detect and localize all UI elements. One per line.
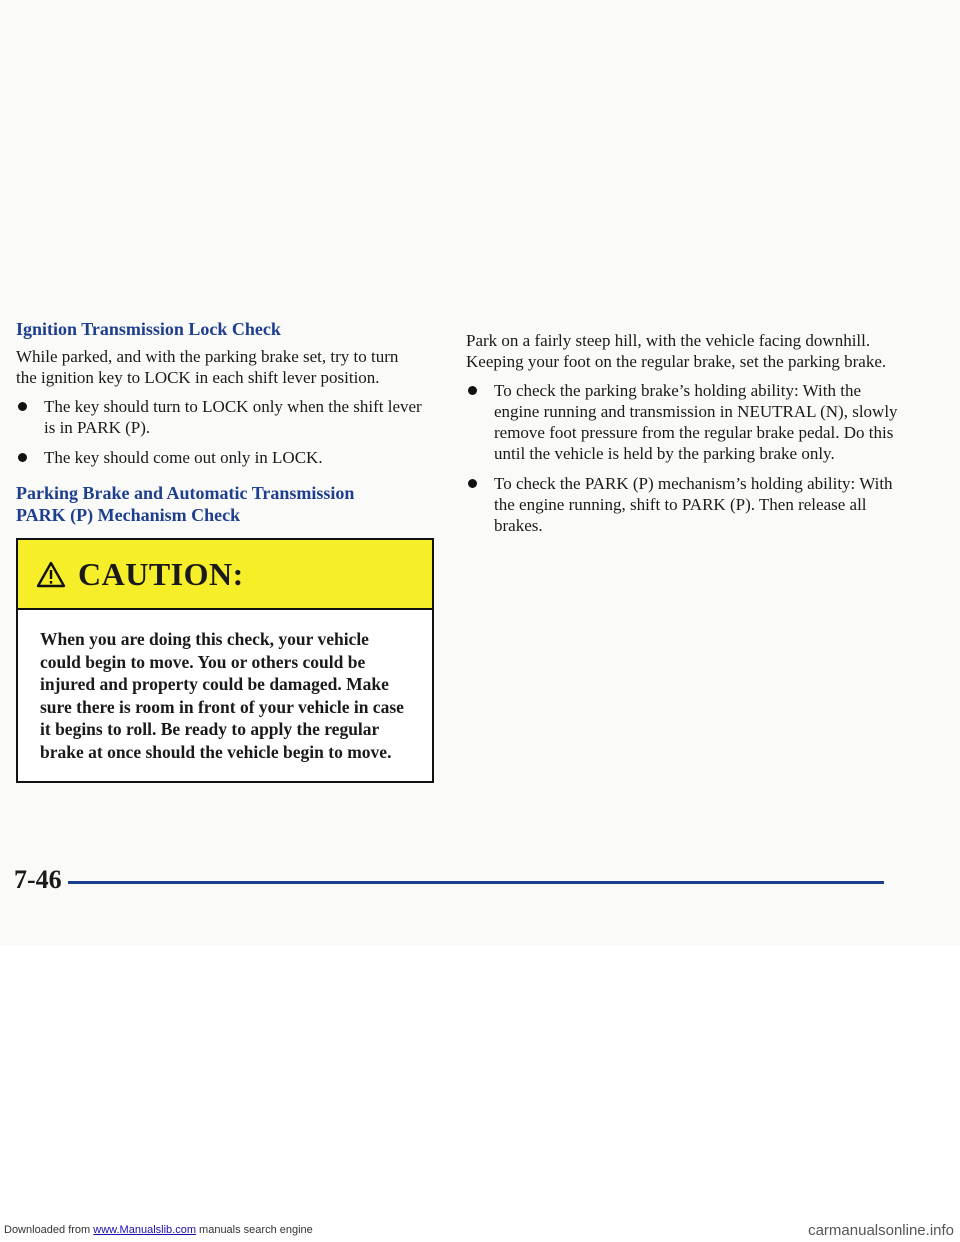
download-watermark: Downloaded from www.Manualslib.com manuals search engine carmanualsonline.info — [4, 1222, 954, 1239]
list-item: To check the parking brake’s holding ability: With the engine running and transmission in NEUTRAL (N), slowly remove foot pressure from the regular brake pedal. Do this until the vehicle is held by the parking brake only. — [466, 380, 906, 464]
list-item: To check the PARK (P) mechanism’s holding ability: With the engine running, shift to PARK (P). Then release all brakes. — [466, 473, 906, 536]
warning-triangle-icon — [36, 561, 66, 588]
caution-header — [18, 540, 432, 610]
caution-title: CAUTION: — [78, 555, 244, 592]
right-column — [466, 330, 906, 548]
bullet-icon — [18, 453, 27, 462]
footer-rule — [68, 881, 884, 884]
bullet-icon — [468, 479, 477, 488]
section-heading-park-check: Parking Brake and Automatic Transmission PARK (P) Mechanism Check — [16, 483, 355, 525]
page-number: 7-46 — [14, 865, 62, 894]
ignition-lock-intro: While parked, and with the parking brake set, try to turn the ignition key to LOCK in each shift lever position. — [16, 347, 399, 387]
section-heading-ignition-lock: Ignition Transmission Lock Check — [16, 319, 281, 339]
list-item: The key should turn to LOCK only when the shift lever is in PARK (P). — [16, 396, 422, 438]
ignition-lock-bullets — [16, 396, 422, 468]
park-check-intro: Park on a fairly steep hill, with the vehicle facing downhill. Keeping your foot on the regular brake, set the parking brake. — [466, 331, 887, 371]
list-item: The key should come out only in LOCK. — [16, 447, 422, 468]
manualslib-link[interactable]: www.Manualslib.com — [93, 1224, 196, 1236]
bullet-icon — [18, 402, 27, 411]
park-check-bullets — [466, 380, 906, 536]
carmanualsonline-watermark: carmanualsonline.info — [808, 1222, 954, 1239]
caution-text: When you are doing this check, your vehicle could begin to move. You or others could be injured and property could be damaged. Make sure there is room in front of your vehicle in case it begins to roll. Be ready to apply the regular brake at once should the vehicle begin to move. — [40, 629, 404, 762]
left-column — [16, 318, 422, 783]
bullet-icon — [468, 386, 477, 395]
caution-box — [16, 538, 434, 783]
page-footer — [14, 865, 884, 895]
